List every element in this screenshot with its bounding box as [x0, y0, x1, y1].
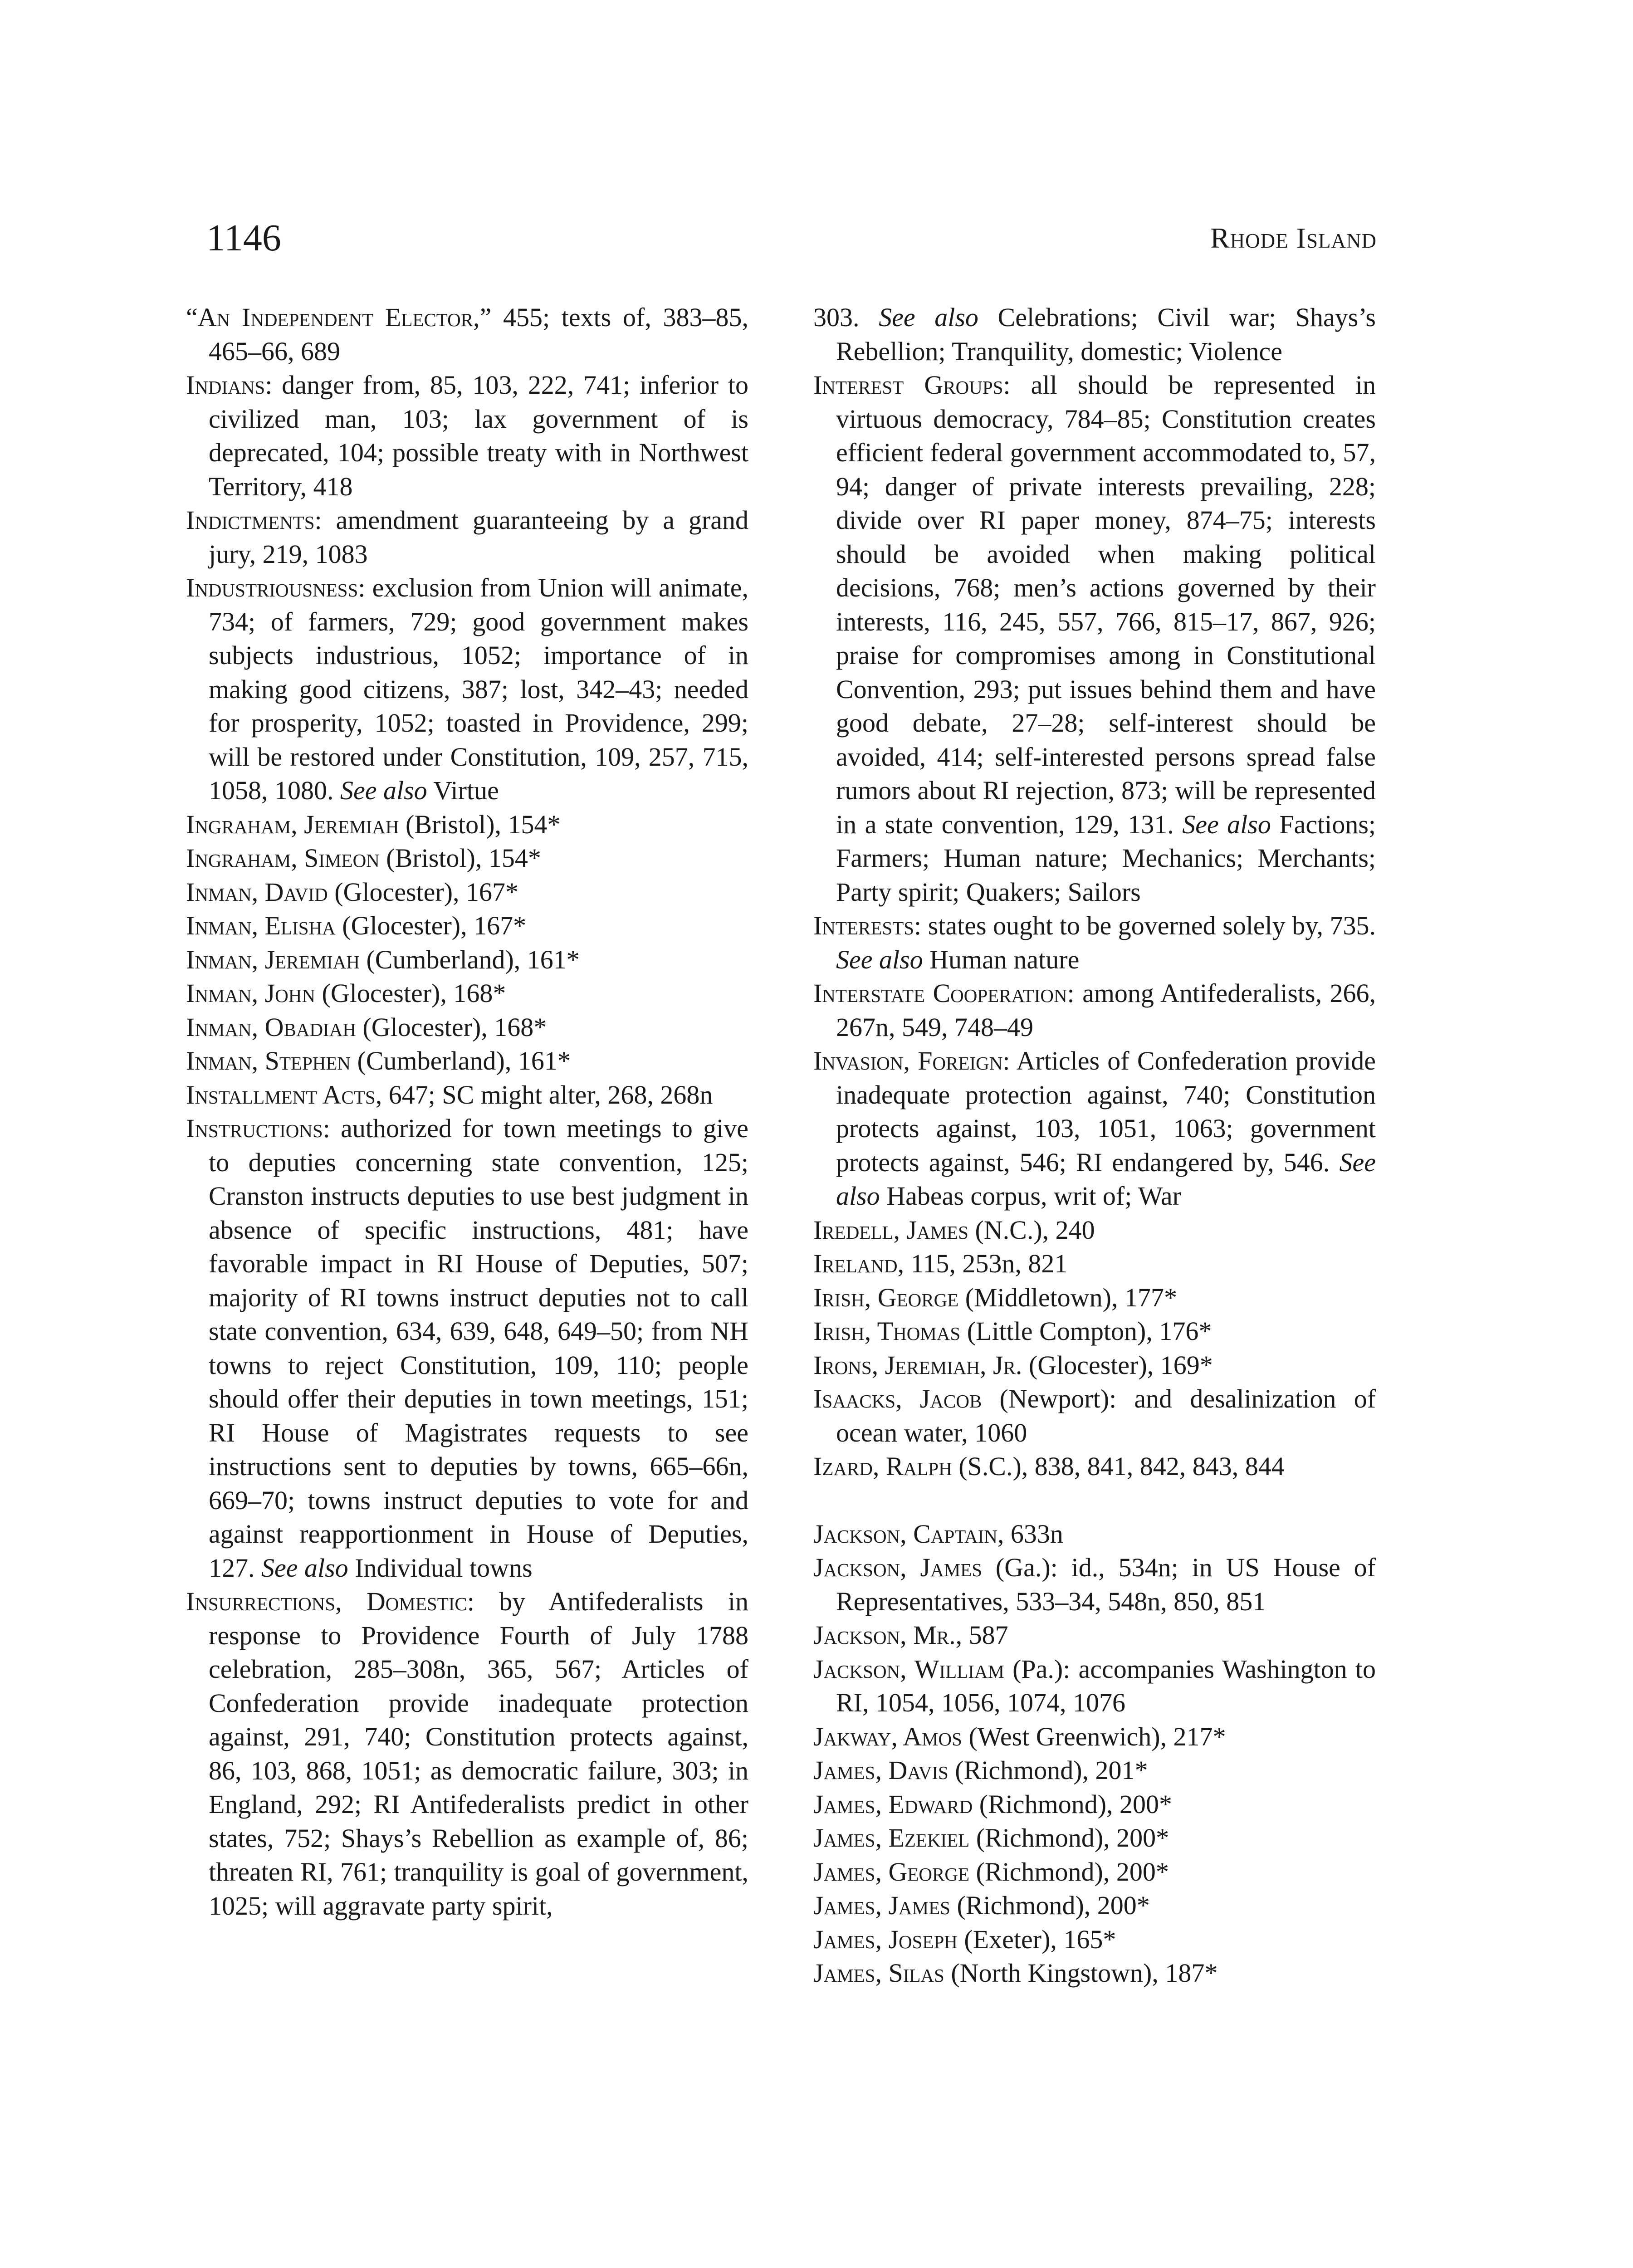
entry-text: danger from, 85, 103, 222, 741; inferior to civilized man, 103; lax government of is deprecated, 104; possible treaty with in Northwest Territory, 418 [209, 370, 748, 501]
entry-text: (Cumberland), 161* [351, 1046, 571, 1075]
page-number: 1146 [206, 217, 281, 259]
entry-headword: Inman, Obadiah [186, 1012, 356, 1042]
entry-headword: Inman, David [186, 877, 328, 907]
entry-headword: Insurrections, Domestic: [186, 1587, 474, 1616]
entry-headword: Interest Groups: [813, 370, 1011, 400]
see-also-targets: Human nature [923, 944, 1080, 974]
index-entry [813, 1754, 1376, 1788]
entry-text: 115, 253n, 821 [904, 1249, 1068, 1278]
index-entry [813, 1956, 1376, 1990]
entry-headword: James, Ezekiel [813, 1823, 970, 1853]
index-entry [186, 503, 748, 571]
entry-text: 633n [1004, 1519, 1063, 1549]
entry-headword: James, James [813, 1891, 950, 1920]
see-also-targets: Factions; Farmers; Human nature; Mechanics; Merchants; Party spirit; Quakers; Sailors [836, 809, 1376, 907]
entry-headword: Installment Acts, [186, 1080, 382, 1110]
index-column-right [813, 301, 1376, 1990]
index-entry [186, 571, 748, 808]
index-entry [813, 1618, 1376, 1652]
entry-headword: Irish, Thomas [813, 1316, 961, 1346]
entry-text: (S.C.), 838, 841, 842, 843, 844 [952, 1452, 1285, 1481]
index-entry [813, 1923, 1376, 1957]
entry-text: (Cumberland), 161* [359, 944, 580, 974]
index-entry [813, 1450, 1376, 1484]
entry-text: (Richmond), 200* [969, 1823, 1169, 1853]
index-entry [813, 1517, 1376, 1551]
index-entry [186, 943, 748, 977]
index-entry [186, 1078, 748, 1112]
entry-headword: Jackson, James [813, 1553, 983, 1582]
index-entry [186, 1044, 748, 1078]
entry-text: (Bristol), 154* [379, 843, 541, 873]
entry-text: (Little Compton), 176* [960, 1316, 1212, 1346]
entry-headword: Jackson, William [813, 1654, 1004, 1684]
index-entry [186, 875, 748, 909]
index-entry [186, 841, 748, 875]
entry-headword: Inman, Stephen [186, 1046, 351, 1075]
entry-text: (Glocester), 169* [1022, 1350, 1213, 1380]
entry-text: (Exeter), 165* [957, 1924, 1116, 1954]
index-entry [186, 1585, 748, 1923]
entry-text: (Glocester), 167* [328, 877, 519, 907]
entry-headword: James, Edward [813, 1789, 973, 1819]
see-also-label: See also [261, 1553, 348, 1583]
entry-headword: Indictments: [186, 505, 322, 535]
index-entry [186, 368, 748, 503]
entry-headword: Ingraham, Jeremiah [186, 809, 399, 839]
entry-text: states ought to be governed solely by, 735. [921, 911, 1376, 940]
entry-headword: Izard, Ralph [813, 1452, 952, 1481]
running-head: Rhode Island [1210, 222, 1377, 254]
entry-headword: James, George [813, 1857, 970, 1887]
index-entry [813, 1889, 1376, 1923]
entry-headword: Inman, Elisha [186, 911, 336, 940]
index-entry [813, 1652, 1376, 1720]
index-entry [186, 808, 748, 842]
entry-headword: Jackson, Mr., [813, 1620, 963, 1650]
entry-headword: Indians: [186, 370, 273, 400]
entry-text: (West Greenwich), 217* [962, 1721, 1226, 1751]
entry-headword: Isaacks, Jacob [813, 1384, 982, 1413]
entry-text: (Glocester), 168* [356, 1012, 547, 1042]
see-also-targets: Celebrations; Civil war; Shays’s Rebellion; Tranquility, domestic; Violence [836, 303, 1376, 366]
see-also-label: See also [340, 776, 427, 805]
entry-headword: “An Independent Elector,” [186, 303, 492, 332]
entry-text: Articles of Confederation provide inadequate protection against, 740; Constitution protects against, 103, 1051, 1063; government protects against, 546; RI endangered by, 546. [836, 1046, 1376, 1177]
index-entry [813, 1247, 1376, 1281]
see-also-label: See also [879, 303, 978, 332]
entry-headword: Inman, Jeremiah [186, 944, 360, 974]
entry-text: by Antifederalists in response to Providence Fourth of July 1788 celebration, 285–308n, 365, 567; Articles of Confederation provide inadequate protection against, 291, 740; Constitution protects against, 86, 103, 868, 1051; as democratic failure, 303; in England, 292; RI Antifederalists predict in other states, 752; Shays’s Rebellion as example of, 86; threaten RI, 761; tranquility is goal of government, 1025; will aggravate party spirit, [209, 1587, 749, 1921]
index-entry [186, 909, 748, 943]
index-entry [813, 1551, 1376, 1618]
entry-text: amendment guaranteeing by a grand jury, 219, 1083 [209, 505, 748, 569]
entry-text: (N.C.), 240 [968, 1215, 1095, 1245]
entry-text: (Ga.): id., 534n; in US House of Representatives, 533–34, 548n, 850, 851 [836, 1553, 1376, 1616]
entry-headword: Jackson, Captain, [813, 1519, 1004, 1549]
index-entry [813, 977, 1376, 1044]
index-entry [813, 1382, 1376, 1450]
index-entry [186, 301, 748, 368]
entry-text: authorized for town meetings to give to deputies concerning state convention, 125; Cranston instructs deputies to use best judgment in absence of specific instructions, 481; have favorable impact in RI House of Deputies, 507; majority of RI towns instruct deputies not to call state convention, 634, 639, 648, 649–50; from NH towns to reject Constitution, 109, 110; people should offer their deputies in town meetings, 151; RI House of Magistrates requests to see instructions sent to deputies by towns, 665–66n, 669–70; towns instruct deputies to vote for and against reapportionment in House of Deputies, 127. [209, 1114, 748, 1583]
entry-headword: Ireland, [813, 1249, 905, 1278]
entry-text: (Richmond), 201* [948, 1755, 1148, 1785]
index-entry [813, 301, 1376, 368]
entry-text: (Richmond), 200* [969, 1857, 1169, 1887]
entry-text: (Glocester), 168* [315, 978, 506, 1008]
see-also-label: See also [836, 944, 923, 974]
entry-headword: James, Silas [813, 1958, 944, 1988]
index-entry [186, 977, 748, 1011]
entry-text: 587 [962, 1620, 1008, 1650]
index-entry [813, 1855, 1376, 1889]
index-entry [813, 1281, 1376, 1315]
index-entry [813, 368, 1376, 909]
index-entry [813, 909, 1376, 977]
entry-text: (Glocester), 167* [335, 911, 527, 940]
entry-headword: Industriousness: [186, 573, 366, 602]
entry-text: 647; SC might alter, 268, 268n [382, 1080, 713, 1110]
index-entry [813, 1720, 1376, 1754]
entry-headword: Irons, Jeremiah, Jr. [813, 1350, 1022, 1380]
entry-text: (North Kingstown), 187* [944, 1958, 1218, 1988]
entry-headword: Irish, George [813, 1282, 959, 1312]
index-entry [813, 1821, 1376, 1855]
entry-text: (Newport): and desalinization of ocean water, 1060 [836, 1384, 1376, 1447]
see-also-targets: Individual towns [348, 1553, 533, 1583]
see-also-label: See also [1182, 809, 1271, 839]
entry-text: all should be represented in virtuous democracy, 784–85; Constitution creates efficient federal government accommodated to, 57, 94; danger of private interests prevailing, 228; divide over RI paper money, 874–75; interests should be avoided when making political decisions, 768; men’s actions governed by their interests, 116, 245, 557, 766, 815–17, 867, 926; praise for compromises among in Constitutional Convention, 293; put issues behind them and have good debate, 27–28; self-interest should be avoided, 414; self-interested persons spread false rumors about RI rejection, 873; will be represented in a state convention, 129, 131. [836, 370, 1376, 839]
entry-headword: James, Davis [813, 1755, 949, 1785]
entry-headword: Inman, John [186, 978, 315, 1008]
entry-text: exclusion from Union will animate, 734; of farmers, 729; good government makes subjects industrious, 1052; importance of in making good citizens, 387; lost, 342–43; needed for prosperity, 1052; toasted in Providence, 299; will be restored under Constitution, 109, 257, 715, 1058, 1080. [209, 573, 748, 805]
entry-headword: Interstate Cooperation: [813, 978, 1075, 1008]
index-entry [813, 1788, 1376, 1822]
entry-headword: Invasion, Foreign: [813, 1046, 1010, 1075]
page-header [206, 213, 1377, 263]
entry-headword: Iredell, James [813, 1215, 968, 1245]
entry-headword: Interests: [813, 911, 922, 940]
index-column-left [186, 301, 748, 1923]
see-also-targets: Virtue [427, 776, 499, 805]
index-entry [813, 1213, 1376, 1247]
entry-headword: Ingraham, Simeon [186, 843, 380, 873]
entry-text: (Richmond), 200* [950, 1891, 1150, 1920]
entry-text: 455; texts of, 383–85, 465–66, 689 [209, 303, 748, 366]
entry-text: (Bristol), 154* [399, 809, 561, 839]
entry-text: among Antifederalists, 266, 267n, 549, 748–49 [836, 978, 1376, 1042]
index-entry [813, 1349, 1376, 1383]
entry-headword: Jakway, Amos [813, 1721, 962, 1751]
index-entry [813, 1044, 1376, 1213]
see-also-targets: Habeas corpus, writ of; War [880, 1181, 1181, 1211]
entry-text: (Richmond), 200* [973, 1789, 1173, 1819]
entry-text: (Pa.): accompanies Washington to RI, 1054, 1056, 1074, 1076 [836, 1654, 1376, 1717]
index-entry [186, 1112, 748, 1585]
index-entry [813, 1315, 1376, 1349]
entry-headword: James, Joseph [813, 1924, 958, 1954]
see-also-label: See also [836, 1147, 1376, 1211]
entry-text: 303. [813, 303, 879, 332]
entry-headword: Instructions: [186, 1114, 330, 1143]
index-entry [186, 1011, 748, 1045]
entry-text: (Middletown), 177* [958, 1282, 1177, 1312]
